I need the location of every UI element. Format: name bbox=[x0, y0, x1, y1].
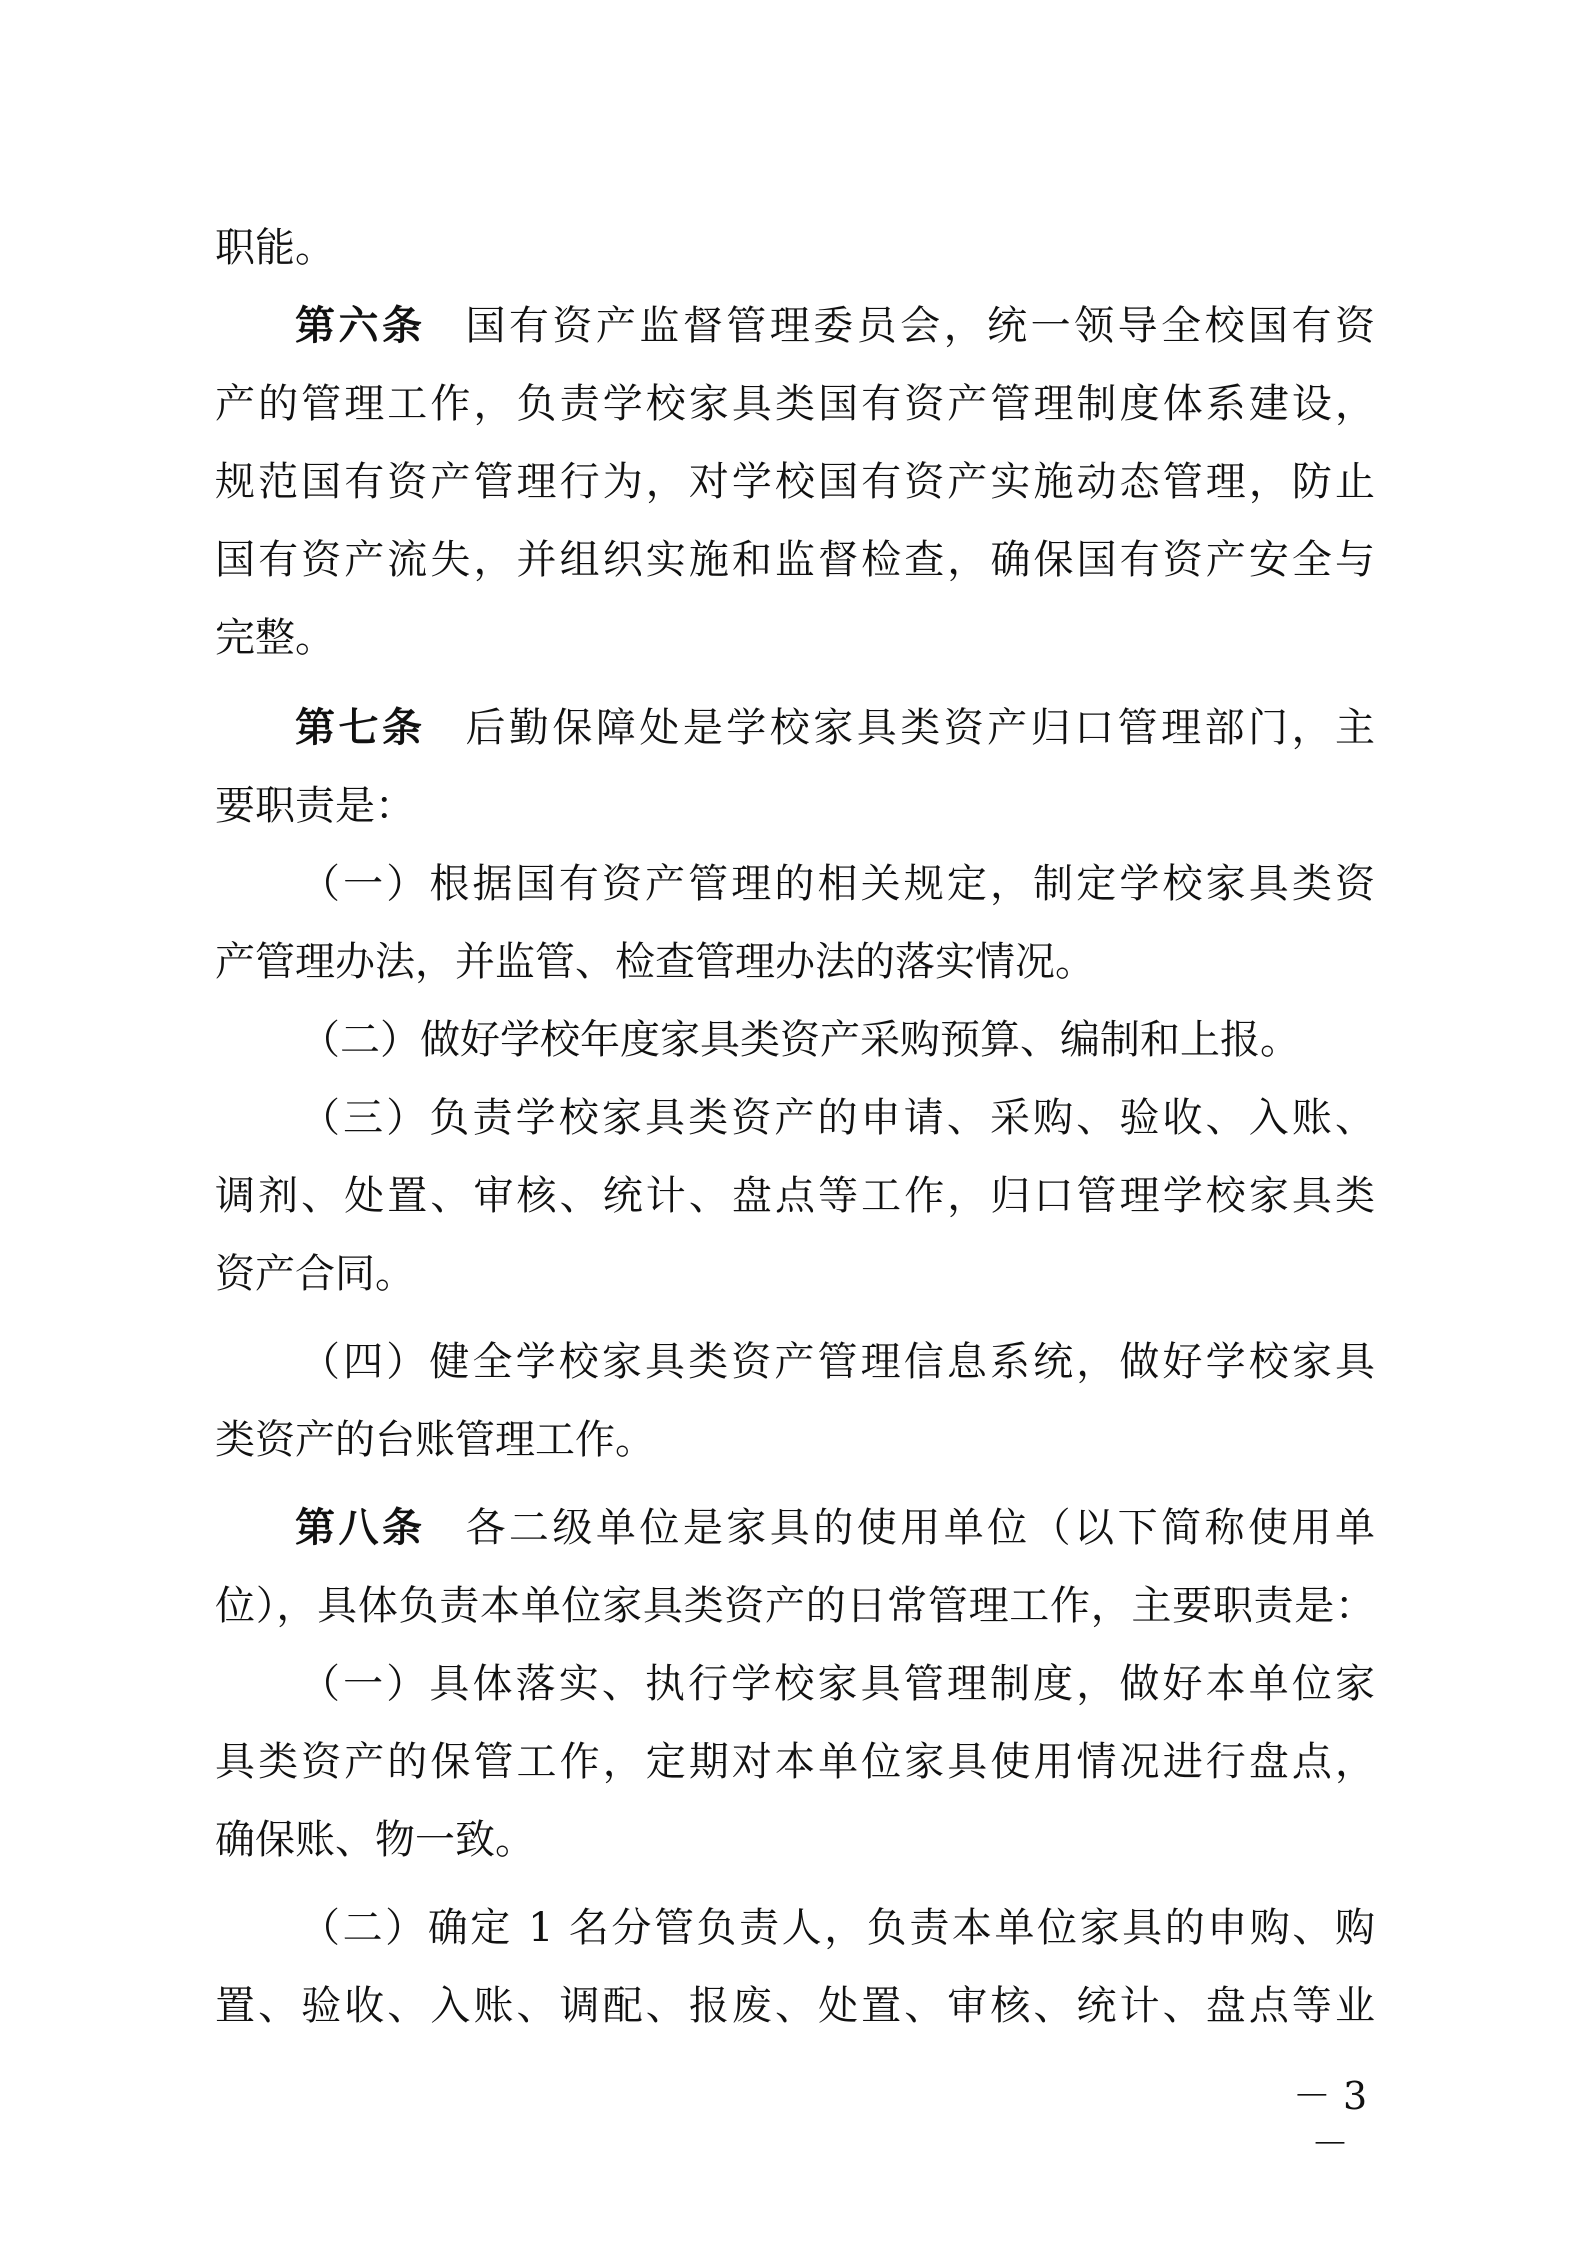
article-six-heading-line: 第六条 国有资产监督管理委员会，统一领导全校国有资 bbox=[295, 302, 1375, 349]
text-line: 职能。 bbox=[215, 225, 335, 271]
text-line: 置、验收、入账、调配、报废、处置、审核、统计、盘点等业 bbox=[215, 1983, 1375, 2029]
text-line: 资产合同。 bbox=[215, 1251, 415, 1297]
text-line: （二）确定 1 名分管负责人，负责本单位家具的申购、购 bbox=[300, 1905, 1375, 1951]
text-line: 规范国有资产管理行为，对学校国有资产实施动态管理，防止 bbox=[215, 459, 1375, 505]
text-line: 类资产的台账管理工作。 bbox=[215, 1417, 655, 1463]
text-line: 要职责是： bbox=[215, 783, 415, 829]
text-line: 调剂、处置、审核、统计、盘点等工作，归口管理学校家具类 bbox=[215, 1173, 1375, 1219]
text-line: （二）做好学校年度家具类资产采购预算、编制和上报。 bbox=[300, 1017, 1300, 1063]
text-line: 产管理办法，并监管、检查管理办法的落实情况。 bbox=[215, 939, 1095, 985]
text-line: 确保账、物一致。 bbox=[215, 1817, 535, 1863]
article-seven-heading-line: 第七条 后勤保障处是学校家具类资产归口管理部门，主 bbox=[295, 704, 1375, 751]
article-label: 第七条 bbox=[295, 704, 426, 751]
text-line: （四）健全学校家具类资产管理信息系统，做好学校家具 bbox=[300, 1339, 1375, 1385]
text-line: （三）负责学校家具类资产的申请、采购、验收、入账、 bbox=[300, 1095, 1375, 1141]
text-line: （一）根据国有资产管理的相关规定，制定学校家具类资 bbox=[300, 861, 1375, 907]
article-label: 第六条 bbox=[295, 302, 426, 349]
text-line: 具类资产的保管工作，定期对本单位家具使用情况进行盘点， bbox=[215, 1739, 1375, 1785]
article-label: 第八条 bbox=[295, 1504, 426, 1551]
text-line: 国有资产流失，并组织实施和监督检查，确保国有资产安全与 bbox=[215, 537, 1375, 583]
text-line: 完整。 bbox=[215, 615, 335, 661]
text-line: （一）具体落实、执行学校家具管理制度，做好本单位家 bbox=[300, 1661, 1375, 1707]
article-eight-heading-line: 第八条 各二级单位是家具的使用单位（以下简称使用单 bbox=[295, 1504, 1375, 1551]
text-line: 产的管理工作，负责学校家具类国有资产管理制度体系建设， bbox=[215, 381, 1375, 427]
text-line: 位），具体负责本单位家具类资产的日常管理工作，主要职责是： bbox=[215, 1583, 1375, 1629]
page-number: － 3 － bbox=[1292, 2074, 1368, 2166]
